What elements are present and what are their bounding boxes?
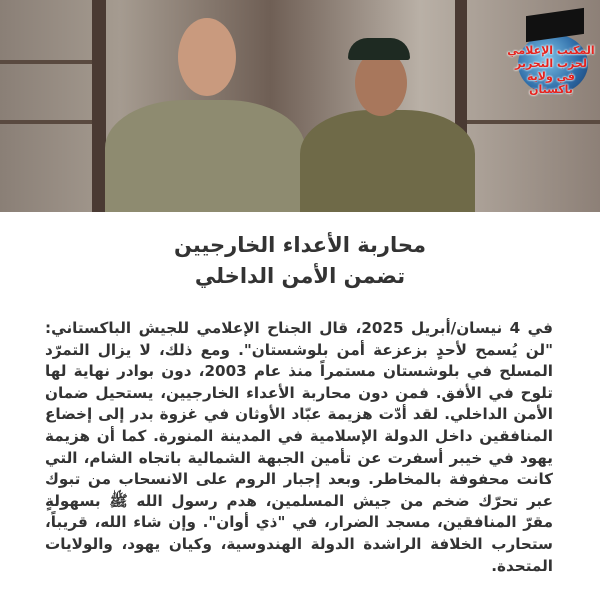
- article-body: في 4 نيسان/أبريل 2025، قال الجناح الإعلامي للجيش الباكستاني: "لن يُسمح لأحدٍ بزعزعة أمن بلوشستان". ومع ذلك، لا يزال التمرّد المسلح في بلوشستان مستمراً منذ عام 2003، دون بوادر نهاية لها تلوح في الأفق. فمن دون محاربة الأعداء الخارجيين، يستحيل ضمان الأمن الداخلي. لقد أدّت هزيمة عبّاد الأوثان في غزوة بدر إلى إخضاع المنافقين داخل الدولة الإسلامية في المدينة المنورة. كما أن هزيمة يهود في خيبر أسفرت عن تأمين الجبهة الشمالية باتجاه الشام، التي كانت محفوفة بالمخاطر. وبعد إجبار الروم على الانسحاب من تبوك عبر تحرّك ضخم من جيش المسلمين، هدم رسول الله ﷺ بسهولةٍ مقرّ المنافقين، مسجد الضرار، في "ذي أوان". وإن شاء الله، قريباً، ستحارب الخلافة الراشدة الدولة الهندوسية، وكيان يهود، والولايات المتحدة.: [45, 319, 553, 575]
- media-office-logo: [506, 6, 596, 96]
- person-right-uniform: [300, 110, 475, 212]
- photo-shelf: [467, 120, 600, 124]
- title-line-2: تضمن الأمن الداخلي: [194, 264, 406, 288]
- logo-text: المكتب الإعلامي لحزب التحرير في ولاية باكستان: [507, 44, 595, 96]
- title-line-1: محاربة الأعداء الخارجيين: [174, 233, 426, 257]
- photo-shelf: [0, 120, 92, 124]
- news-photo: [0, 0, 600, 212]
- person-left-head: [178, 18, 236, 96]
- beret: [348, 38, 410, 60]
- person-left-uniform: [105, 100, 305, 212]
- article-title: [0, 230, 600, 292]
- photo-pillar: [92, 0, 106, 212]
- flag-icon: [526, 8, 584, 42]
- photo-shelf: [0, 60, 92, 64]
